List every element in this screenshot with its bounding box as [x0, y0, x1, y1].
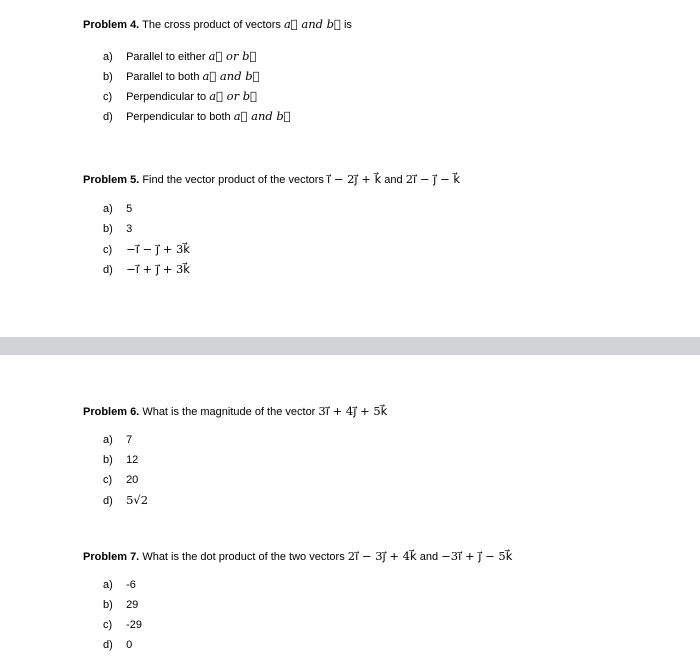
option-item [103, 87, 291, 107]
option-label: b) [103, 454, 113, 466]
option-label: b) [103, 599, 113, 611]
problem-4-options [103, 47, 291, 127]
option-math: 5√2 [126, 493, 149, 507]
option-item [103, 240, 190, 260]
problem-7-vector-1: 2ı⃗ − 3ȷ⃗ + 4k⃗ [347, 549, 417, 563]
option-item [103, 636, 142, 656]
option-math: a⃗ or b⃗ [209, 89, 257, 103]
problem-5-options [103, 200, 190, 280]
option-label: c) [103, 244, 113, 256]
problem-4 [83, 16, 683, 123]
option-label: b) [103, 71, 113, 83]
option-text: 0 [126, 639, 133, 651]
option-text: -6 [126, 579, 136, 591]
problem-4-text-end: is [343, 19, 352, 31]
option-item [103, 47, 291, 67]
problem-6-title: Problem 6. [83, 406, 140, 418]
option-text: 29 [126, 599, 139, 611]
option-label: a) [103, 203, 113, 215]
option-math: a⃗ and b⃗ [202, 69, 260, 83]
option-text: 12 [126, 454, 139, 466]
problem-7-options [103, 576, 142, 656]
option-text: Perpendicular to [126, 91, 207, 103]
document-page-bottom [0, 355, 700, 651]
option-text: Parallel to both [126, 71, 200, 83]
problem-6-vector: 3ı⃗ + 4ȷ⃗ + 5k⃗ [318, 404, 388, 418]
option-label: c) [103, 91, 113, 103]
option-label: a) [103, 434, 113, 446]
option-math: a⃗ or b⃗ [208, 49, 257, 63]
page-separator [0, 337, 700, 355]
option-label: d) [103, 495, 113, 507]
option-math: −ı⃗ − ȷ⃗ + 3k⃗ [126, 242, 190, 256]
option-text: 3 [126, 223, 133, 235]
problem-5 [83, 171, 683, 276]
option-item [103, 220, 190, 240]
problem-4-text: The cross product of vectors [142, 19, 281, 31]
problem-5-connector: and [384, 174, 403, 186]
option-item [103, 431, 148, 451]
option-item [103, 576, 142, 596]
option-label: c) [103, 474, 113, 486]
option-label: d) [103, 639, 113, 651]
problem-5-text: Find the vector product of the vectors [142, 174, 324, 186]
problem-4-math: a⃗ and b⃗ [283, 17, 341, 31]
option-item [103, 491, 148, 511]
option-item [103, 260, 190, 280]
problem-4-title: Problem 4. [83, 19, 140, 31]
problem-7 [83, 548, 683, 651]
problem-5-vector-1: ı⃗ − 2ȷ⃗ + k⃗ [326, 172, 382, 186]
problem-7-title: Problem 7. [83, 551, 140, 563]
option-item [103, 67, 291, 87]
problem-4-question [83, 16, 683, 33]
option-math: −ı⃗ + ȷ⃗ + 3k⃗ [126, 262, 190, 276]
option-text: -29 [126, 619, 142, 631]
option-item [103, 107, 291, 127]
option-label: b) [103, 223, 113, 235]
problem-7-vector-2: −3ı⃗ + ȷ⃗ − 5k⃗ [441, 549, 513, 563]
option-item [103, 200, 190, 220]
option-label: c) [103, 619, 113, 631]
option-text: 7 [126, 434, 133, 446]
problem-5-vector-2: 2ı⃗ − ȷ⃗ − k⃗ [405, 172, 460, 186]
option-math: a⃗ and b⃗ [233, 109, 291, 123]
option-item [103, 451, 148, 471]
option-item [103, 616, 142, 636]
problem-5-title: Problem 5. [83, 174, 140, 186]
option-label: d) [103, 111, 113, 123]
problem-7-question [83, 548, 683, 565]
problem-7-connector: and [419, 551, 439, 563]
option-text: Parallel to either [126, 51, 206, 63]
option-label: d) [103, 264, 113, 276]
problem-5-question [83, 171, 683, 188]
option-item [103, 596, 142, 616]
option-item [103, 471, 148, 491]
option-text: Perpendicular to both [126, 111, 231, 123]
option-label: a) [103, 579, 113, 591]
problem-6-question [83, 403, 683, 420]
problem-6 [83, 403, 683, 507]
option-text: 5 [126, 203, 133, 215]
problem-6-text: What is the magnitude of the vector [142, 406, 316, 418]
option-label: a) [103, 51, 113, 63]
option-text: 20 [126, 474, 139, 486]
problem-6-options [103, 431, 148, 511]
problem-7-text: What is the dot product of the two vectors [142, 551, 345, 563]
